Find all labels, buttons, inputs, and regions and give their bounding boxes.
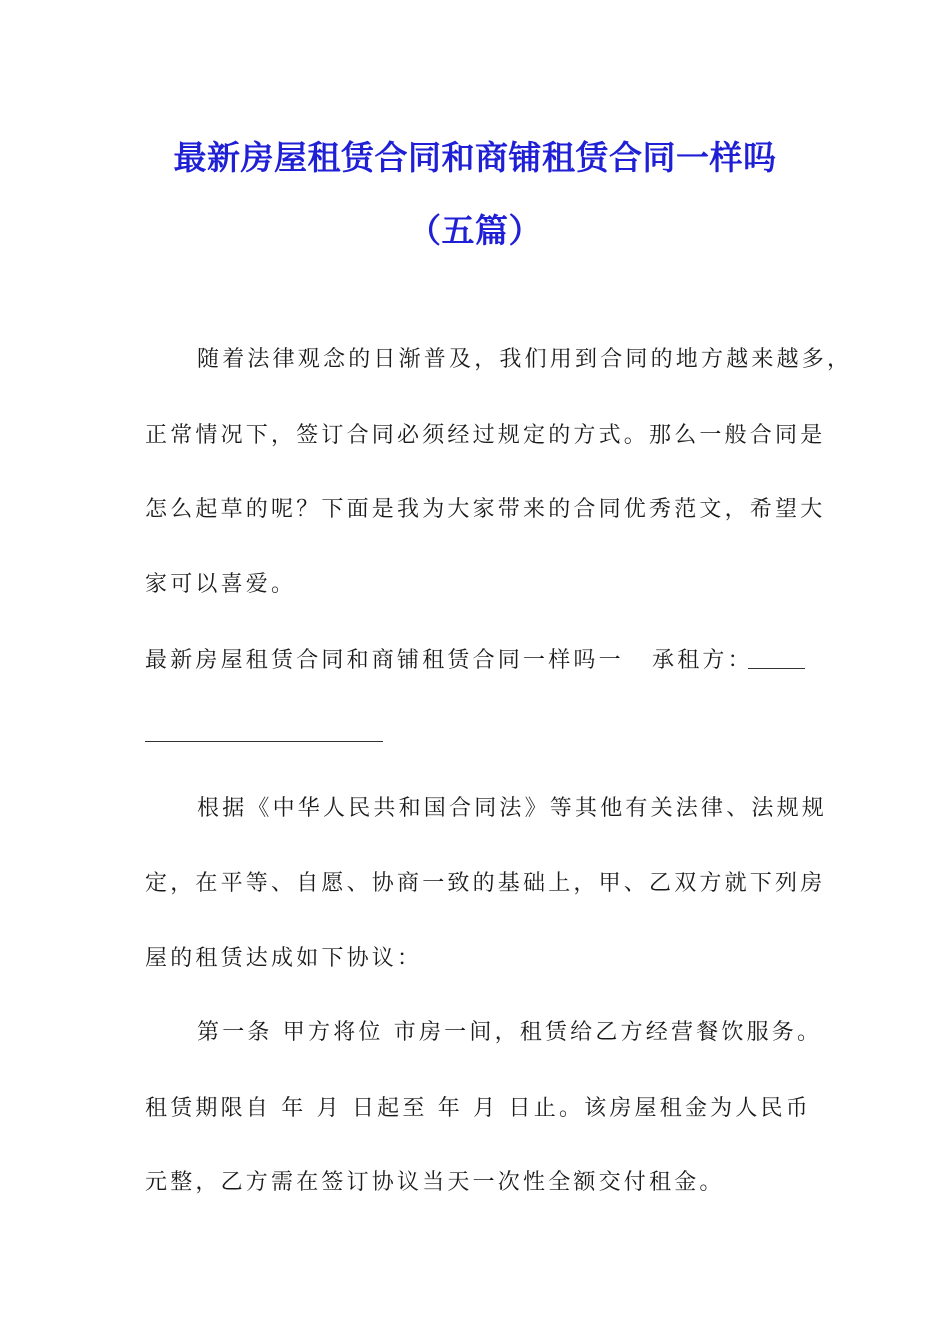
section-heading-text: 最新房屋租赁合同和商铺租赁合同一样吗一 bbox=[145, 648, 624, 673]
article-one-line: 元整，乙方需在签订协议当天一次性全额交付租金。 bbox=[145, 1170, 725, 1195]
lessee-blank-line-continued bbox=[145, 741, 383, 742]
lessee-field bbox=[652, 646, 753, 676]
lessee-label: 承租方： bbox=[652, 648, 753, 673]
intro-paragraph-line: 家可以喜爱。 bbox=[145, 572, 297, 597]
article-one-line: 租赁期限自 年 月 日起至 年 月 日止。该房屋租金为人民币 bbox=[145, 1096, 811, 1121]
document-title-subtitle: （五篇） bbox=[408, 211, 542, 250]
basis-paragraph-line: 屋的租赁达成如下协议： bbox=[145, 946, 423, 971]
basis-paragraph-line: 根据《中华人民共和国合同法》等其他有关法律、法规规 bbox=[197, 796, 828, 821]
intro-paragraph-line: 怎么起草的呢？下面是我为大家带来的合同优秀范文，希望大 bbox=[145, 497, 826, 522]
section-heading bbox=[145, 646, 624, 676]
lessee-blank-line bbox=[748, 668, 805, 669]
document-title: 最新房屋租赁合同和商铺租赁合同一样吗 bbox=[173, 138, 777, 177]
intro-paragraph-line: 正常情况下，签订合同必须经过规定的方式。那么一般合同是 bbox=[145, 423, 826, 448]
article-one-line: 第一条 甲方将位 市房一间，租赁给乙方经营餐饮服务。 bbox=[197, 1020, 823, 1045]
intro-paragraph-line: 随着法律观念的日渐普及，我们用到合同的地方越来越多， bbox=[197, 347, 853, 372]
basis-paragraph-line: 定，在平等、自愿、协商一致的基础上，甲、乙双方就下列房 bbox=[145, 871, 826, 896]
